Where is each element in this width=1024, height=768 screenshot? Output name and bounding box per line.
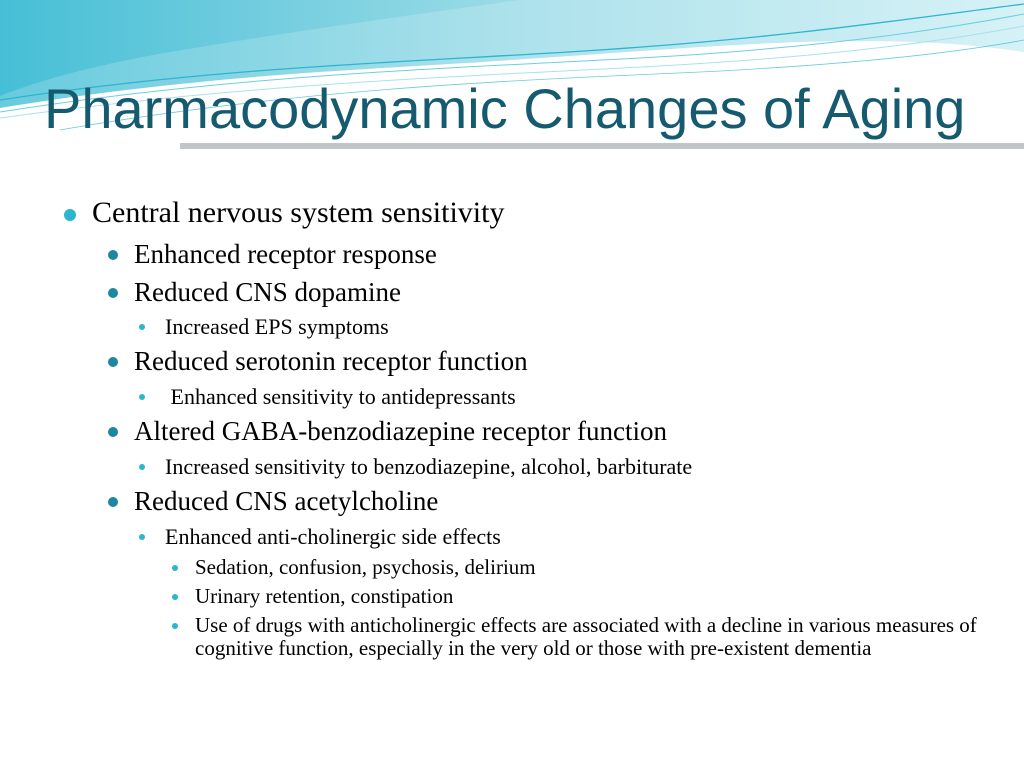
list-item: Urinary retention, constipation bbox=[195, 584, 454, 608]
bullet-icon bbox=[108, 497, 118, 507]
list-item: Reduced CNS acetylcholine bbox=[134, 486, 439, 516]
bullet-icon bbox=[64, 209, 76, 221]
bullet-icon bbox=[139, 464, 145, 470]
list-item: Enhanced receptor response bbox=[134, 239, 437, 269]
bullet-icon bbox=[139, 394, 145, 400]
bullet-icon bbox=[172, 594, 178, 600]
bullet-icon bbox=[139, 534, 145, 540]
list-item: Reduced CNS dopamine bbox=[134, 277, 401, 307]
list-item: Enhanced sensitivity to antidepressants bbox=[165, 384, 516, 409]
list-item: Enhanced anti-cholinergic side effects bbox=[165, 524, 501, 549]
page-title: Pharmacodynamic Changes of Aging bbox=[44, 77, 966, 140]
bullet-icon bbox=[172, 565, 178, 571]
bullet-icon bbox=[108, 427, 118, 437]
list-item: Increased EPS symptoms bbox=[165, 314, 389, 339]
bullet-icon bbox=[108, 288, 118, 298]
list-item: Central nervous system sensitivity bbox=[92, 196, 505, 229]
bullet-icon bbox=[108, 250, 118, 260]
bullet-icon bbox=[108, 357, 118, 367]
bullet-icon bbox=[172, 623, 178, 629]
bullet-icon bbox=[139, 324, 145, 330]
list-item: Reduced serotonin receptor function bbox=[134, 346, 528, 376]
list-item: Altered GABA-benzodiazepine receptor function bbox=[134, 416, 668, 446]
list-item: Increased sensitivity to benzodiazepine, alcohol, barbiturate bbox=[165, 454, 693, 479]
list-item: Use of drugs with anticholinergic effects are associated with a decline in various measures of cognitive function, especially in the very old or those with pre-existent dementia bbox=[195, 613, 977, 660]
list-item: Sedation, confusion, psychosis, delirium bbox=[195, 555, 536, 579]
